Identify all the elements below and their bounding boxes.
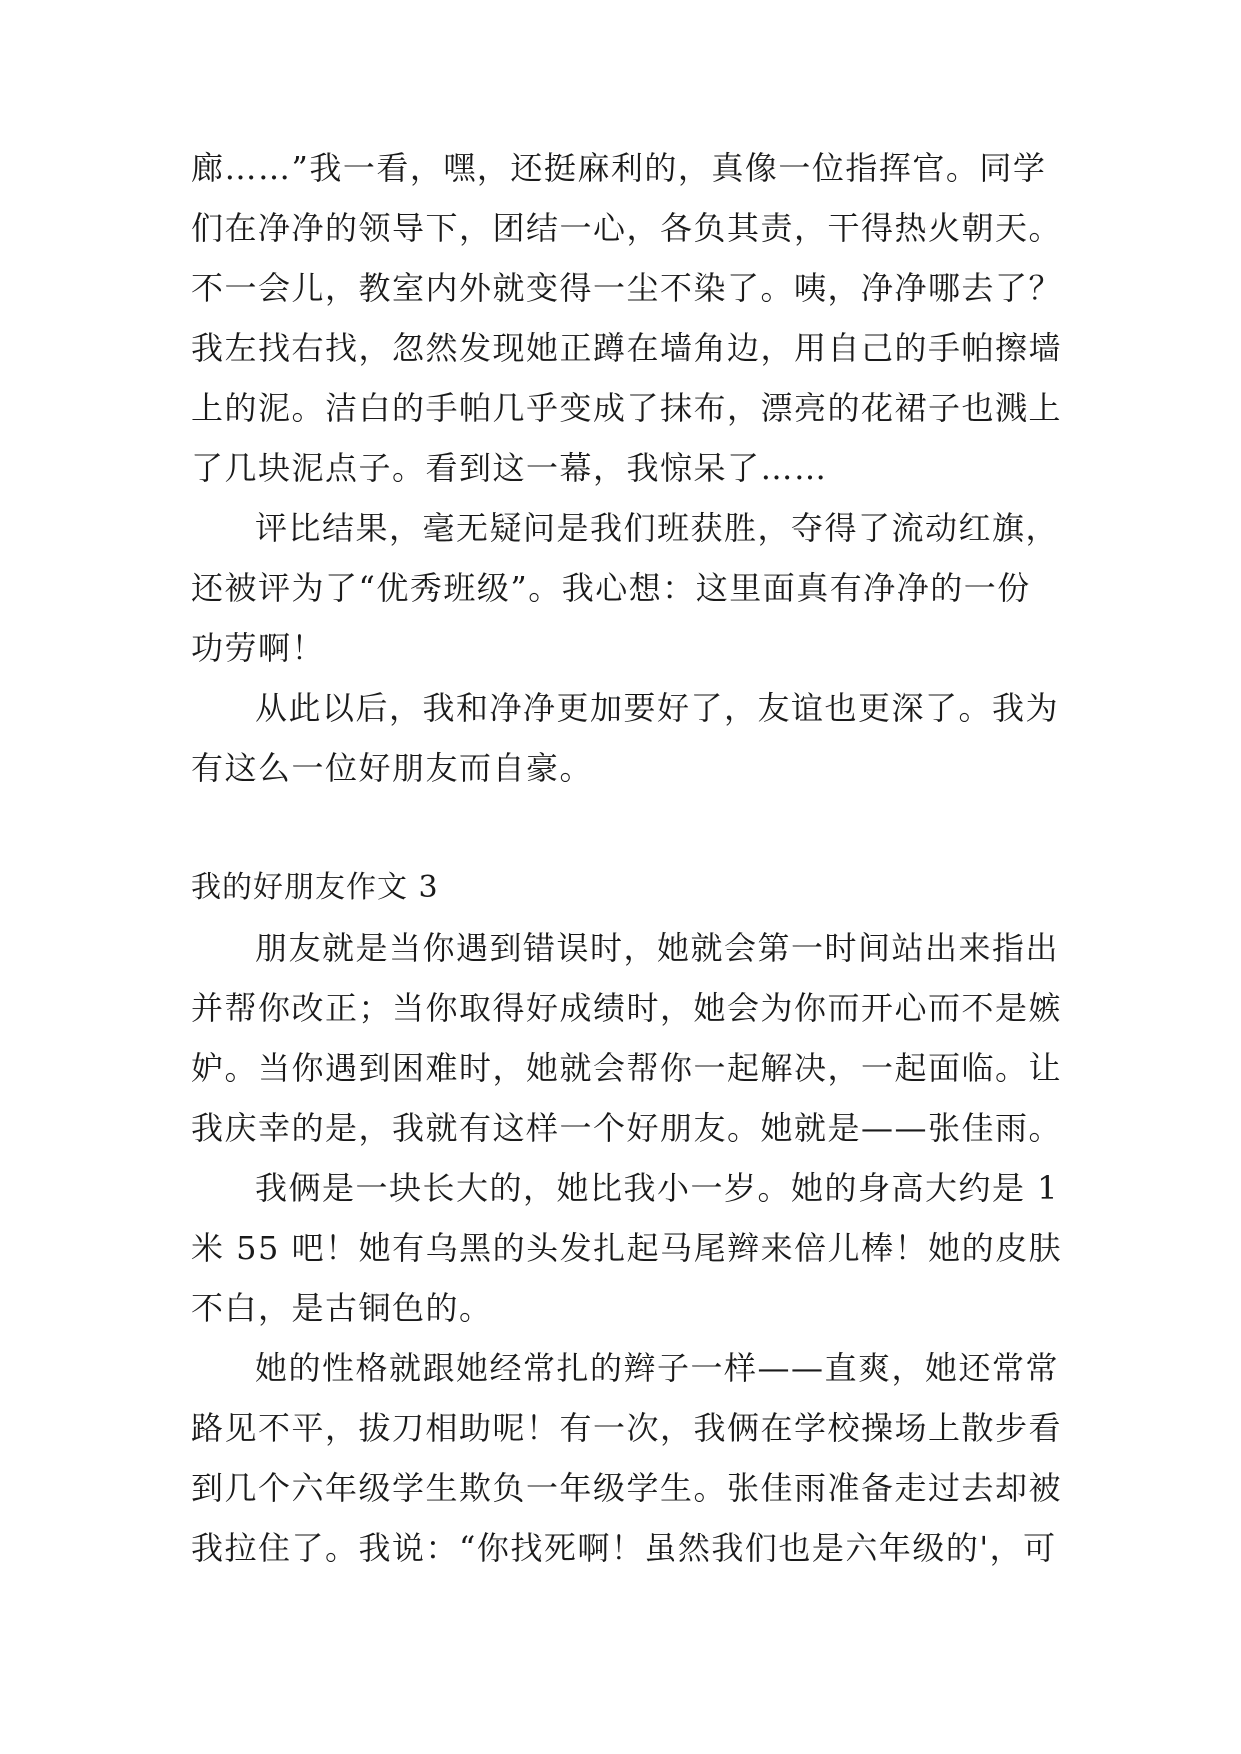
paragraph-line: 有这么一位好朋友而自豪。 — [191, 749, 594, 787]
paragraph-line: 廊……”我一看，嘿，还挺麻利的，真像一位指挥官。同学 — [191, 149, 1047, 187]
paragraph-line: 我拉住了。我说：“你找死啊！虽然我们也是六年级的'，可 — [191, 1529, 1057, 1567]
paragraph-line: 还被评为了“优秀班级”。我心想：这里面真有净净的一份 — [191, 569, 1031, 607]
paragraph-line: 评比结果，毫无疑问是我们班获胜，夺得了流动红旗， — [255, 509, 1060, 547]
paragraph-line: 功劳啊！ — [191, 629, 326, 667]
paragraph-line: 她的性格就跟她经常扎的辫子一样——直爽，她还常常 — [255, 1349, 1060, 1387]
paragraph-line: 不一会儿，教室内外就变得一尘不染了。咦，净净哪去了？ — [191, 269, 1063, 307]
paragraph-line: 了几块泥点子。看到这一幕，我惊呆了…… — [191, 449, 828, 487]
paragraph-line: 到几个六年级学生欺负一年级学生。张佳雨准备走过去却被 — [191, 1469, 1063, 1507]
paragraph-line: 们在净净的领导下，团结一心，各负其责，干得热火朝天。 — [191, 209, 1063, 247]
paragraph-line: 妒。当你遇到困难时，她就会帮你一起解决，一起面临。让 — [191, 1049, 1063, 1087]
paragraph-line: 我俩是一块长大的，她比我小一岁。她的身高大约是 1 — [255, 1169, 1060, 1207]
paragraph-line: 路见不平，拔刀相助呢！有一次，我俩在学校操场上散步看 — [191, 1409, 1063, 1447]
section-heading: 我的好朋友作文 3 — [191, 870, 439, 905]
paragraph-line: 朋友就是当你遇到错误时，她就会第一时间站出来指出 — [255, 929, 1060, 967]
paragraph-line: 米 55 吧！她有乌黑的头发扎起马尾辫来倍儿棒！她的皮肤 — [191, 1229, 1063, 1267]
paragraph-line: 上的泥。洁白的手帕几乎变成了抹布，漂亮的花裙子也溅上 — [191, 389, 1063, 427]
paragraph-line: 从此以后，我和净净更加要好了，友谊也更深了。我为 — [255, 689, 1060, 727]
paragraph-line: 我左找右找，忽然发现她正蹲在墙角边，用自己的手帕擦墙 — [191, 329, 1063, 367]
paragraph-line: 我庆幸的是，我就有这样一个好朋友。她就是——张佳雨。 — [191, 1109, 1063, 1147]
paragraph-line: 不白，是古铜色的。 — [191, 1289, 493, 1327]
paragraph-line: 并帮你改正；当你取得好成绩时，她会为你而开心而不是嫉 — [191, 989, 1063, 1027]
